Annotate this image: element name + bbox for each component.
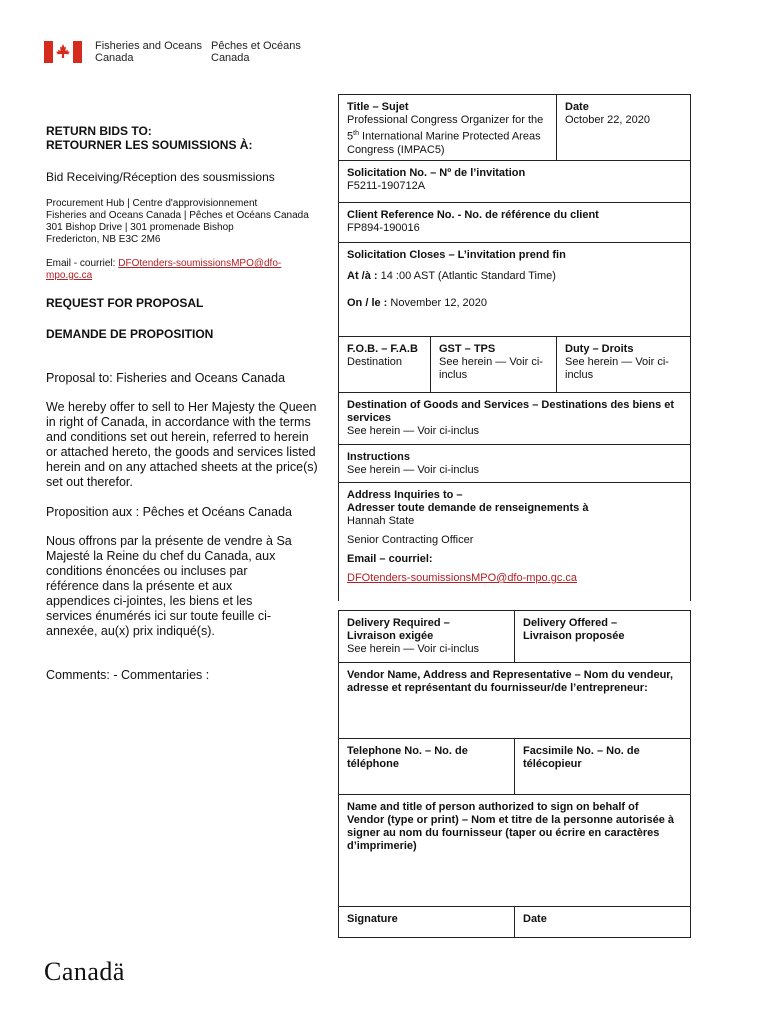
return-bids-heading: RETURN BIDS TO: RETOURNER LES SOUMISSIONS À:: [46, 124, 253, 152]
canada-wordmark-logo: Canadä: [44, 957, 125, 986]
telephone-cell[interactable]: Telephone No. – No. de téléphone: [339, 739, 514, 795]
return-email-link[interactable]: DFOtenders-soumissionsMPO@dfo-: [118, 258, 282, 269]
address-inquiries-cell: Address Inquiries to – Adresser toute demande de renseignements à Hannah State Senior Contracting Officer Email – courriel: DFOtenders-soumissionsMPO@dfo-mpo.gc.ca: [347, 489, 589, 584]
offer-text-en: We hereby offer to sell to Her Majesty the Queen in right of Canada, in accordance with the terms and conditions set out herein, referred to herein or attached hereto, the goods and services listed herein and on any attached sheets at the price(s) set out therefor.: [46, 400, 318, 489]
return-address: Procurement Hub | Centre d'approvisionnement Fisheries and Oceans Canada | Pêches et Océans Canada 301 Bishop Drive | 301 promenade Bishop Fredericton, NB E3C 2M6: [46, 198, 309, 245]
title-cell: Title – Sujet Professional Congress Organizer for the 5th International Marine Protected Areas Congress (IMPAC5): [339, 95, 556, 161]
solicitation-info-table: [338, 94, 691, 601]
bid-receiving-label: Bid Receiving/Réception des sousmissions: [46, 170, 275, 184]
client-reference-cell: Client Reference No. - No. de référence du client FP894-190016: [339, 203, 690, 243]
rfp-heading-en: REQUEST FOR PROPOSAL: [46, 296, 204, 310]
authorized-person-cell[interactable]: Name and title of person authorized to sign on behalf of Vendor (type or print) – Nom et titre de la personne autorisée à signer au nom du fournisseur (taper ou écrire en caractères d’imprimerie): [339, 795, 690, 907]
vendor-info-table: [338, 610, 691, 938]
facsimile-cell[interactable]: Facsimile No. – No. de télécopieur: [514, 739, 690, 795]
date-cell: Date October 22, 2020: [556, 95, 690, 161]
solicitation-closes-cell: Solicitation Closes – L’invitation prend fin At /à : 14 :00 AST (Atlantic Standard Time) On / le : November 12, 2020: [339, 243, 690, 337]
delivery-required-cell: Delivery Required – Livraison exigée See herein — Voir ci-inclus: [339, 611, 514, 663]
instructions-cell: Instructions See herein — Voir ci-inclus: [339, 445, 690, 483]
proposal-to-en: Proposal to: Fisheries and Oceans Canada: [46, 371, 286, 385]
canada-flag-icon: [44, 41, 82, 63]
department-name-french: Pêches et Océans Canada: [211, 40, 301, 64]
return-email-link-cont[interactable]: mpo.gc.ca: [46, 270, 93, 281]
rfp-heading-fr: DEMANDE DE PROPOSITION: [46, 327, 214, 341]
fob-cell: F.O.B. – F.A.B Destination: [339, 337, 430, 393]
destination-cell: Destination of Goods and Services – Destinations des biens et services See herein — Voir ci-inclus: [339, 393, 690, 445]
department-name-english: Fisheries and Oceans Canada: [95, 40, 202, 64]
signature-cell[interactable]: Signature: [347, 913, 398, 925]
gst-cell: GST – TPS See herein — Voir ci- inclus: [430, 337, 556, 393]
return-email: Email - courriel: DFOtenders-soumissionsMPO@dfo- mpo.gc.ca: [46, 258, 282, 281]
vendor-name-cell[interactable]: Vendor Name, Address and Representative – Nom du vendeur, adresse et représentant du fournisseur/de l’entrepreneur:: [339, 663, 690, 739]
contact-email-link[interactable]: DFOtenders-soumissionsMPO@dfo-mpo.gc.ca: [347, 572, 578, 584]
signature-date-cell[interactable]: Date: [514, 907, 690, 937]
offer-text-fr: Nous offrons par la présente de vendre à Sa Majesté la Reine du chef du Canada, aux conditions énoncées ou incluses par référence dans la présente et aux appendices ci-jointes, les biens et les services énumérés ici sur toute feuille ci- annexée, au(x) prix indiqué(s).: [46, 534, 292, 638]
delivery-offered-cell: Delivery Offered – Livraison proposée: [514, 611, 690, 663]
proposal-to-fr: Proposition aux : Pêches et Océans Canada: [46, 505, 292, 519]
comments-label: Comments: - Commentaries :: [46, 668, 210, 682]
duty-cell: Duty – Droits See herein — Voir ci- inclus: [556, 337, 690, 393]
solicitation-number-cell: Solicitation No. – Nº de l’invitation F5211-190712A: [339, 161, 690, 203]
